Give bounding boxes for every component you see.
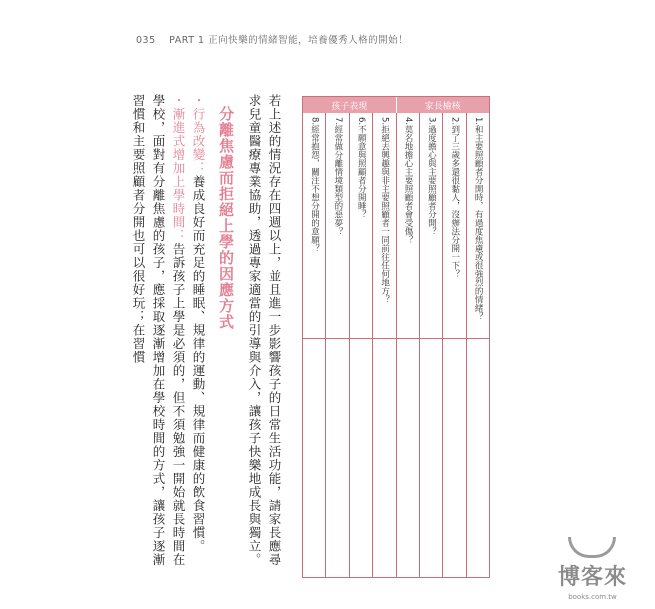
check-cell[interactable]: [467, 338, 489, 577]
table-rows: [303, 113, 489, 577]
item-text: 養成良好而充足的睡眠、規律的運動、規律而健康的飲食習慣。: [191, 175, 206, 553]
table-row: [372, 113, 395, 577]
checklist-table: [302, 96, 490, 578]
check-cell[interactable]: [373, 338, 395, 577]
section-heading: 分離焦慮而拒絕上學的因應方式: [217, 106, 235, 330]
row-text: 1.和主要照顧者分開時，有過度焦慮或很強烈的情緒？: [473, 117, 484, 321]
item-label: ・漸進式增加上學時間：: [171, 94, 186, 243]
page-header: [136, 32, 408, 46]
check-cell[interactable]: [397, 338, 419, 577]
row-text: 8.經常抱怨，關注不想分開的意願？: [309, 117, 320, 253]
check-cell[interactable]: [443, 338, 465, 577]
column-header-parent: 家長檢核: [424, 101, 461, 112]
table-row: [349, 113, 372, 577]
check-cell[interactable]: [326, 338, 348, 577]
table-row: [325, 113, 348, 577]
page-number: 035: [136, 35, 156, 46]
watermark-site: books.com.tw: [568, 593, 617, 601]
item-text: 告訴孩子上學是必須的，但不須勉強一開始就長時間在學校，面對有分離焦慮的孩子，應採取逐漸增加在學校時間的方式，讓孩子逐漸習慣和主要照顧者分開也可以很好玩；在習慣: [131, 94, 186, 567]
row-text: 4.莫名地擔心主要照顧者會受傷？: [402, 117, 413, 245]
row-text: 7.經常做分離情境類型的惡夢？: [332, 117, 343, 236]
smile-logo-icon: [568, 537, 616, 558]
row-text: 2.到了三歲多還很黏人，沒辦法分開一下？: [449, 117, 460, 279]
row-text: 6.不願意與照顧者分開睡？: [356, 117, 367, 219]
row-text: 3.過度擔心與主要照顧者分開？: [426, 117, 437, 236]
table-row: [442, 113, 465, 577]
strategy-list: [128, 94, 208, 574]
table-row: [303, 113, 325, 577]
watermark: [558, 537, 627, 601]
item-label: ・行為改變：: [191, 94, 206, 175]
check-cell[interactable]: [350, 338, 372, 577]
row-text: 5.拒絕去興趣與非主要照顧者一同前往任何地方？: [379, 117, 390, 304]
column-header-child: 孩子表現: [331, 101, 368, 112]
check-cell[interactable]: [420, 338, 442, 577]
chapter-title: PART 1 正向快樂的情緒智能，培養優秀人格的開始！: [169, 35, 409, 46]
table-row: [419, 113, 442, 577]
watermark-logo: 博客來: [557, 565, 627, 590]
book-page: [116, 18, 556, 593]
table-row: [466, 113, 489, 577]
table-header: [303, 97, 489, 113]
body-paragraph: 若上述的情況存在四週以上，並且進一步影響孩子的日常生活功能，請家長應尋求兒童醫療專業協助，透過專家適當的引導與介入，讓孩子快樂地成長與獨立。: [247, 94, 282, 567]
check-cell[interactable]: [303, 338, 325, 577]
table-row: [396, 113, 419, 577]
